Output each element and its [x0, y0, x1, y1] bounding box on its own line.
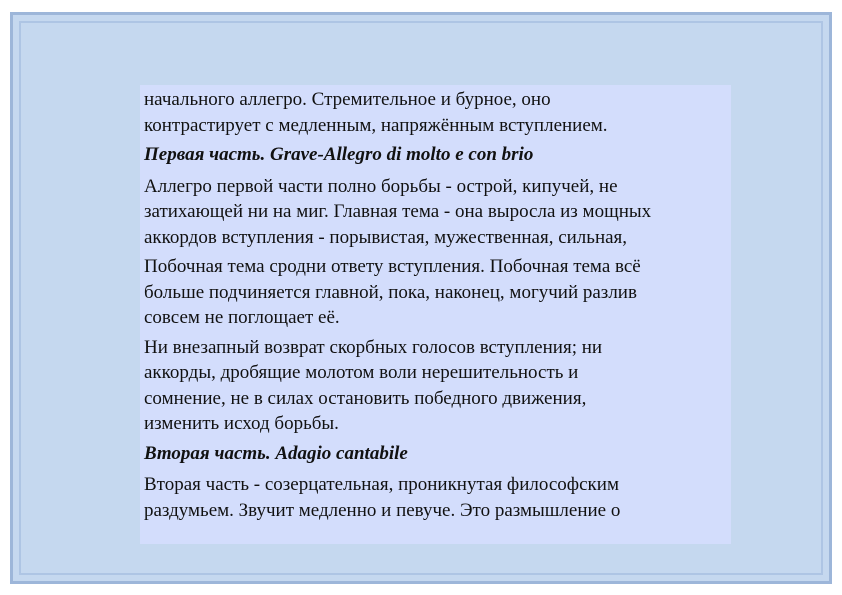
- paragraph-victory: Ни внезапный возврат скорбных голосов вступления; ни аккорды, дробящие молотом воли нерешительность и сомнение, не в силах остановить победного движения, изменить исход борьбы.: [144, 336, 603, 434]
- heading-second-movement: Вторая часть. Adagio cantabile: [144, 442, 408, 464]
- paragraph-intro-continuation: начального аллегро. Стремительное и бурное, оно контрастирует с медленным, напряжённым вступлением.: [144, 89, 608, 136]
- paragraph-secondary-theme: Побочная тема сродни ответу вступления. Побочная тема всё больше подчиняется главной, пока, наконец, могучий разлив совсем не поглощает её.: [144, 256, 641, 328]
- heading-first-movement: Первая часть. Grave-Allegro di molto e con brio: [144, 144, 534, 165]
- paragraph-adagio: Вторая часть - созерцательная, проникнутая философским раздумьем. Звучит медленно и певуче. Это размышление о: [144, 474, 621, 521]
- paragraph-allegro-struggle: Аллегро первой части полно борьбы - острой, кипучей, не затихающей ни на миг. Главная тема - она выросла из мощных аккордов вступления - порывистая, мужественная, сильная,: [144, 175, 652, 248]
- text-box: [140, 85, 731, 544]
